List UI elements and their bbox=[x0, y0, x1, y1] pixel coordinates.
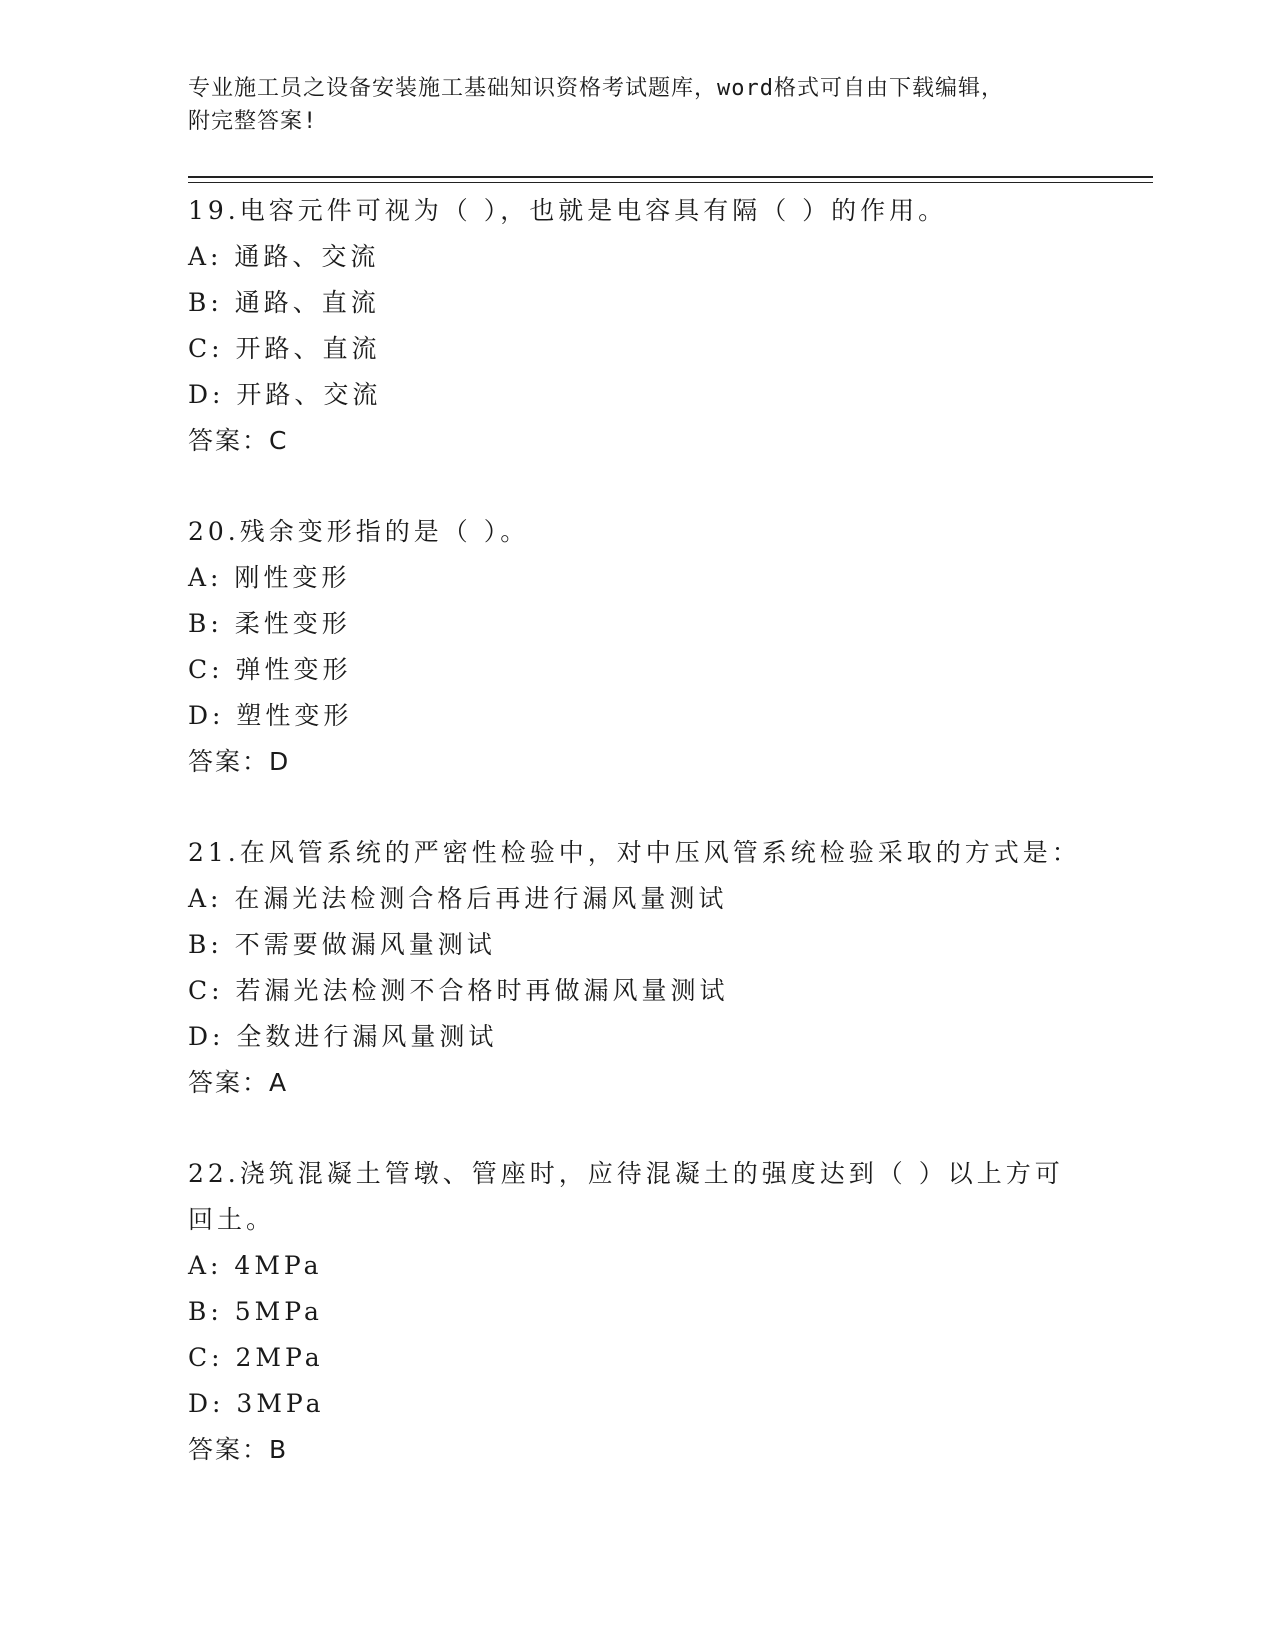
option-a: A: 4MPa bbox=[188, 1251, 323, 1280]
question-stem: 19.电容元件可视为（ ），也就是电容具有隔（ ）的作用。 bbox=[188, 196, 948, 225]
option-d: D: 3MPa bbox=[188, 1389, 325, 1418]
question-21 bbox=[188, 830, 1081, 1106]
answer: 答案：B bbox=[188, 1435, 289, 1464]
option-b: B: 通路、直流 bbox=[188, 288, 380, 317]
option-c: C: 若漏光法检测不合格时再做漏风量测试 bbox=[188, 976, 729, 1005]
option-d: D: 塑性变形 bbox=[188, 701, 353, 730]
option-b: B: 不需要做漏风量测试 bbox=[188, 930, 496, 959]
question-22 bbox=[188, 1151, 1068, 1473]
header-divider-thin bbox=[188, 182, 1153, 183]
option-b: B: 5MPa bbox=[188, 1297, 323, 1326]
answer: 答案：C bbox=[188, 426, 289, 455]
header-line-1: 专业施工员之设备安装施工基础知识资格考试题库，word格式可自由下载编辑， bbox=[188, 76, 1004, 101]
question-20 bbox=[188, 509, 1068, 785]
question-stem: 20.残余变形指的是（ ）。 bbox=[188, 517, 530, 546]
option-b: B: 柔性变形 bbox=[188, 609, 351, 638]
header-line-2: 附完整答案! bbox=[188, 109, 318, 134]
header-divider-thick bbox=[188, 176, 1153, 178]
answer: 答案：D bbox=[188, 747, 291, 776]
question-19 bbox=[188, 188, 1068, 464]
option-a: A: 在漏光法检测合格后再进行漏风量测试 bbox=[188, 884, 728, 913]
option-c: C: 开路、直流 bbox=[188, 334, 381, 363]
question-list bbox=[188, 188, 1081, 1518]
option-a: A: 通路、交流 bbox=[188, 242, 380, 271]
question-stem: 21.在风管系统的严密性检验中，对中压风管系统检验采取的方式是： bbox=[188, 838, 1081, 867]
document-header bbox=[188, 72, 1068, 138]
option-c: C: 2MPa bbox=[188, 1343, 324, 1372]
option-d: D: 开路、交流 bbox=[188, 380, 382, 409]
option-c: C: 弹性变形 bbox=[188, 655, 352, 684]
option-a: A: 刚性变形 bbox=[188, 563, 351, 592]
option-d: D: 全数进行漏风量测试 bbox=[188, 1022, 498, 1051]
answer: 答案：A bbox=[188, 1068, 289, 1097]
question-stem: 22.浇筑混凝土管墩、管座时，应待混凝土的强度达到（ ）以上方可回土。 bbox=[188, 1159, 1064, 1234]
